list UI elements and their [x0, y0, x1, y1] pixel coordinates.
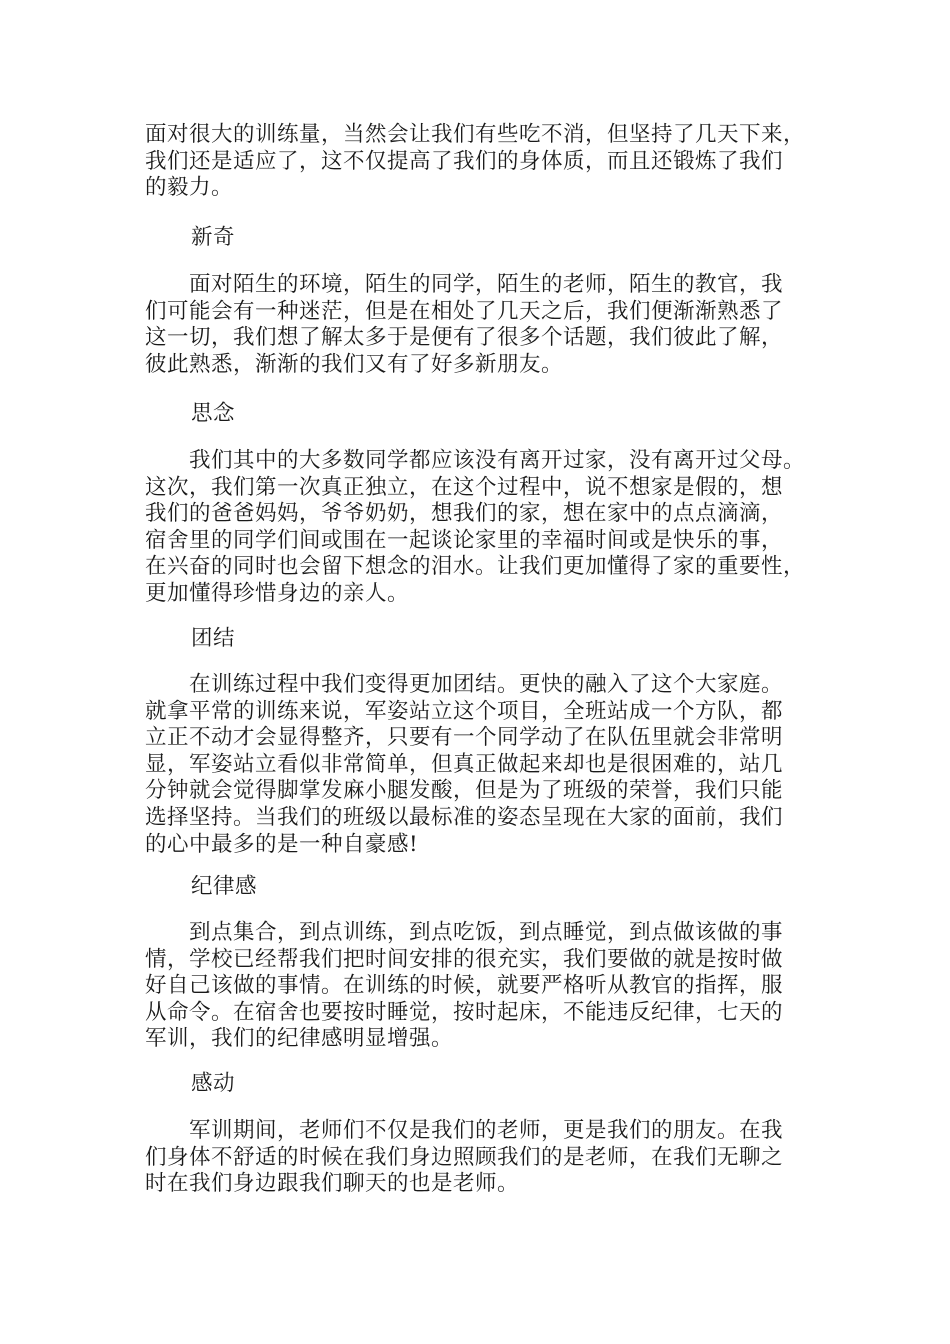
paragraph-line: 的毅力。 [145, 175, 234, 201]
paragraph-line: 分钟就会觉得脚掌发麻小腿发酸，但是为了班级的荣誉，我们只能 [145, 778, 784, 804]
paragraph-discipline [145, 920, 825, 1053]
paragraph-line: 在训练过程中我们变得更加团结。更快的融入了这个大家庭。 [145, 672, 784, 697]
paragraph-line: 的心中最多的是一种自豪感! [145, 831, 419, 857]
paragraph-missing [145, 448, 825, 608]
section-heading-missing: 思念 [191, 401, 236, 426]
section-heading-novelty: 新奇 [191, 225, 236, 250]
intro-paragraph [145, 122, 825, 202]
paragraph-line: 彼此熟悉，渐渐的我们又有了好多新朋友。 [145, 351, 564, 377]
paragraph-line: 显，军姿站立看似非常简单，但真正做起来却也是很困难的，站几 [145, 751, 784, 777]
paragraph-line: 在兴奋的同时也会留下想念的泪水。让我们更加懂得了家的重要性， [145, 554, 806, 580]
paragraph-line: 情，学校已经帮我们把时间安排的很充实，我们要做的就是按时做 [145, 946, 784, 972]
paragraph-line: 们可能会有一种迷茫，但是在相处了几天之后，我们便渐渐熟悉了 [145, 298, 784, 324]
paragraph-line: 更加懂得珍惜身边的亲人。 [145, 580, 410, 606]
paragraph-line: 面对很大的训练量，当然会让我们有些吃不消，但坚持了几天下来， [145, 122, 806, 147]
paragraph-unity [145, 672, 825, 858]
paragraph-novelty [145, 272, 825, 378]
paragraph-line: 我们还是适应了，这不仅提高了我们的身体质，而且还锻炼了我们 [145, 148, 784, 174]
paragraph-line: 好自己该做的事情。在训练的时候，就要严格听从教官的指挥，服 [145, 973, 784, 999]
paragraph-line: 这一切，我们想了解太多于是便有了很多个话题，我们彼此了解， [145, 325, 784, 351]
paragraph-line: 这次，我们第一次真正独立，在这个过程中，说不想家是假的，想 [145, 474, 784, 500]
paragraph-line: 宿舍里的同学们间或围在一起谈论家里的幸福时间或是快乐的事， [145, 527, 784, 553]
paragraph-line: 军训期间，老师们不仅是我们的老师，更是我们的朋友。在我 [145, 1118, 784, 1143]
paragraph-line: 立正不动才会显得整齐，只要有一个同学动了在队伍里就会非常明 [145, 725, 784, 751]
paragraph-line: 军训，我们的纪律感明显增强。 [145, 1026, 454, 1052]
paragraph-line: 们身体不舒适的时候在我们身边照顾我们的是老师，在我们无聊之 [145, 1144, 784, 1170]
section-heading-touched: 感动 [191, 1071, 236, 1096]
paragraph-line: 我们的爸爸妈妈，爷爷奶奶，想我们的家，想在家中的点点滴滴， [145, 501, 784, 527]
paragraph-line: 选择坚持。当我们的班级以最标准的姿态呈现在大家的面前，我们 [145, 804, 784, 830]
paragraph-line: 就拿平常的训练来说，军姿站立这个项目，全班站成一个方队，都 [145, 698, 784, 724]
paragraph-line: 从命令。在宿舍也要按时睡觉，按时起床，不能违反纪律，七天的 [145, 999, 784, 1025]
section-heading-discipline: 纪律感 [191, 874, 258, 899]
section-heading-unity: 团结 [191, 626, 236, 651]
paragraph-line: 时在我们身边跟我们聊天的也是老师。 [145, 1171, 520, 1197]
paragraph-touched [145, 1118, 825, 1198]
paragraph-line: 我们其中的大多数同学都应该没有离开过家，没有离开过父母。 [145, 448, 806, 473]
paragraph-line: 面对陌生的环境，陌生的同学，陌生的老师，陌生的教官，我 [145, 272, 784, 297]
paragraph-line: 到点集合，到点训练，到点吃饭，到点睡觉，到点做该做的事 [145, 920, 784, 945]
